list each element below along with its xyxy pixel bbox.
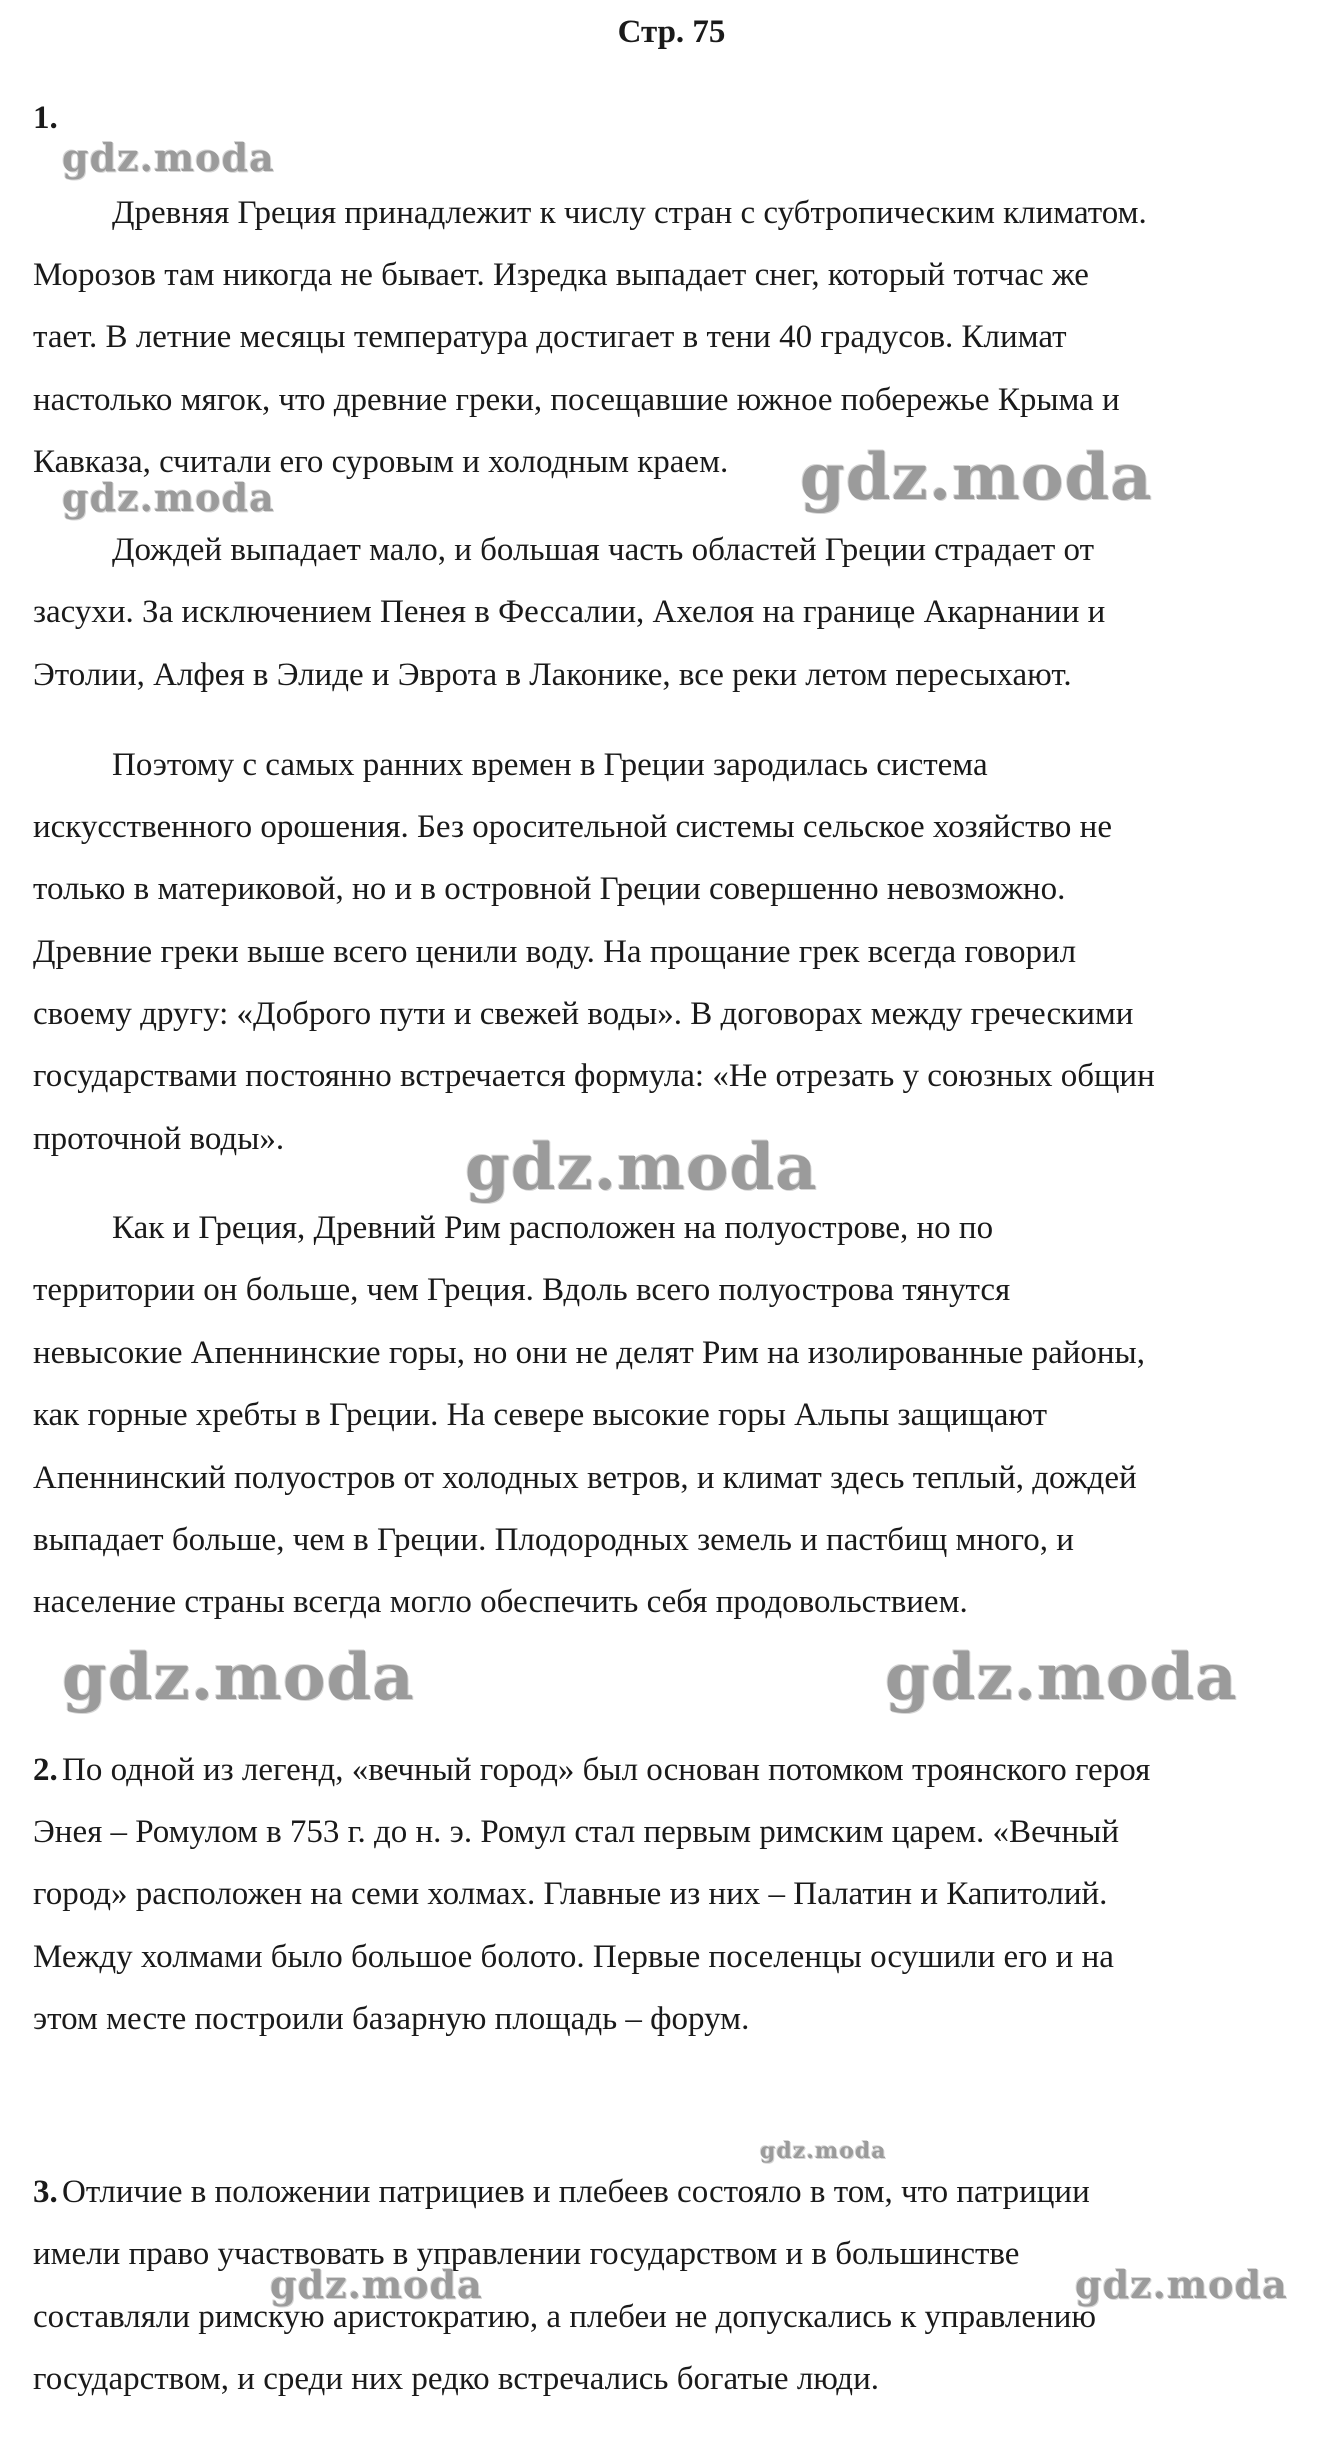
section-1-line: государствами постоянно встречается формула: «Не отрезать у союзных общин — [33, 1058, 1155, 1094]
section-1-line: Как и Греция, Древний Рим расположен на полуострове, но по — [112, 1210, 994, 1246]
section-1-line: тает. В летние месяцы температура достигает в тени 40 градусов. Климат — [33, 319, 1067, 355]
section-1-line: проточной воды». — [33, 1121, 285, 1157]
section-1-line: как горные хребты в Греции. На севере высокие горы Альпы защищают — [33, 1397, 1048, 1433]
section-2-line: По одной из легенд, «вечный город» был основан потомком троянского героя — [62, 1752, 1151, 1788]
watermark: gdz.moda — [885, 1640, 1238, 1715]
section-3-line: Отличие в положении патрициев и плебеев состояло в том, что патриции — [62, 2174, 1090, 2210]
section-1-line: Поэтому с самых ранних времен в Греции зародилась система — [112, 747, 988, 783]
section-1-line: Древние греки выше всего ценили воду. На прощание грек всегда говорил — [33, 934, 1077, 970]
watermark: gdz.moda — [62, 1640, 415, 1715]
watermark: gdz.moda — [62, 135, 275, 180]
watermark: gdz.moda — [465, 1130, 818, 1205]
section-1-line: население страны всегда могло обеспечить себя продовольствием. — [33, 1584, 968, 1620]
section-2-line: Энея – Ромулом в 753 г. до н. э. Ромул стал первым римским царем. «Вечный — [33, 1814, 1119, 1850]
watermark: gdz.moda — [800, 440, 1153, 515]
section-1-line: только в материковой, но и в островной Греции совершенно невозможно. — [33, 871, 1066, 907]
watermark: gdz.moda — [270, 2262, 483, 2307]
section-1-number: 1. — [33, 100, 58, 136]
section-3-number: 3. — [33, 2174, 58, 2210]
section-2-line: этом месте построили базарную площадь – форум. — [33, 2001, 750, 2037]
section-3-line: имели право участвовать в управлении государством и в большинстве — [33, 2236, 1020, 2272]
page-title: Стр. 75 — [617, 14, 726, 50]
section-1-line: засухи. За исключением Пенея в Фессалии, Ахелоя на границе Акарнании и — [33, 594, 1106, 630]
watermark: gdz.moda — [760, 2138, 887, 2164]
section-1-line: территории он больше, чем Греция. Вдоль всего полуострова тянутся — [33, 1272, 1011, 1308]
section-3-line: государством, и среди них редко встречались богатые люди. — [33, 2361, 879, 2397]
section-2-line: город» расположен на семи холмах. Главные из них – Палатин и Капитолий. — [33, 1876, 1108, 1912]
section-3-line: составляли римскую аристократию, а плебеи не допускались к управлению — [33, 2299, 1097, 2335]
section-1-line: своему другу: «Доброго пути и свежей воды». В договорах между греческими — [33, 996, 1134, 1032]
section-2-number: 2. — [33, 1752, 58, 1788]
watermark: gdz.moda — [1075, 2262, 1288, 2307]
section-1-line: Этолии, Алфея в Элиде и Эврота в Лаконике, все реки летом пересыхают. — [33, 657, 1072, 693]
section-1-line: настолько мягок, что древние греки, посещавшие южное побережье Крыма и — [33, 382, 1120, 418]
section-1-line: Дождей выпадает мало, и большая часть областей Греции страдает от — [112, 532, 1095, 568]
section-1-line: Древняя Греция принадлежит к числу стран с субтропическим климатом. — [112, 195, 1147, 231]
section-1-line: Кавказа, считали его суровым и холодным краем. — [33, 444, 729, 480]
watermark: gdz.moda — [62, 475, 275, 520]
section-2-line: Между холмами было большое болото. Первые поселенцы осушили его и на — [33, 1939, 1114, 1975]
section-1-line: Морозов там никогда не бывает. Изредка выпадает снег, который тотчас же — [33, 257, 1089, 293]
section-1-line: невысокие Апеннинские горы, но они не делят Рим на изолированные районы, — [33, 1335, 1145, 1371]
section-1-line: выпадает больше, чем в Греции. Плодородных земель и пастбищ много, и — [33, 1522, 1074, 1558]
section-1-line: искусственного орошения. Без оросительной системы сельское хозяйство не — [33, 809, 1112, 845]
section-1-line: Апеннинский полуостров от холодных ветров, и климат здесь теплый, дождей — [33, 1460, 1137, 1496]
